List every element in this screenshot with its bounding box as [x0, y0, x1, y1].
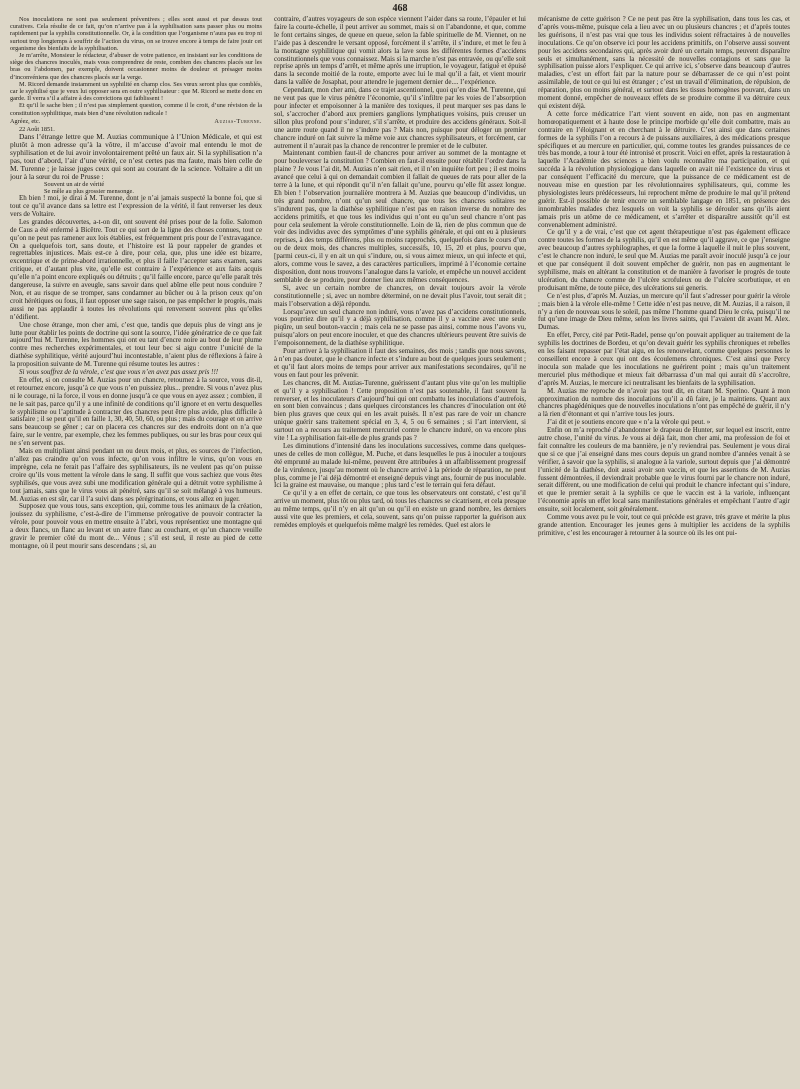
- paragraph: Comme vous avez pu le voir, tout ce qui précède est grave, très grave et mérite la plus grande attention. Encourager les jeunes gens à multiplier les accidens de la syphilis primitive, c’est les encourager à retourner à la source où ils les ont pui-: [538, 513, 790, 537]
- paragraph: Les grandes découvertes, a-t-on dit, ont souvent été prises pour de la folie. Salomon de Caus a été enfermé à Bicêtre. Tout ce qui sort de la ligne des choses connues, tout ce qu’on ne peut pas ramener aux lois établies, est fréquemment pris pour de l’extravagance. On a quelquefois tort, sans doute, et l’histoire est là pour rappeler de grandes et regrettables injustices. Mais est-ce à dire, pour cela, que, plus une idée est bizarre, excentrique et de prime-abord irrationnelle, et plus il faille l’accepter sans examen, sans critique, et d’autant plus vite, qu’elle est contraire à l’expérience et aux faits acquis qu’elle n’a point encore expliqués ou détruits ; qu’il faille encore, parce qu’elle paraît très dangereuse, la suivre en aveugle, sans savoir dans quel abîme elle peut nous conduire ? Non, et au risque de se tromper, sans condamner au bûcher ou à la prison ceux qu’on croit hérétiques ou fous, il faut opposer une sage raison, ne pas empêcher le progrès, mais aussi ne pas applaudir à toutes les révolutions qui renversent souvent plus qu’elles n’édifient.: [10, 217, 262, 321]
- paragraph: M. Ricord demande instamment un syphilité en champ clos. Ses vœux seront plus que comblés, car le syphilisé que je veux lui opposer sera en outre syphilisateur : que M. Ricord se mette donc en garde. Il verra s’il a affaire à des convictions qui faiblissent !: [10, 80, 262, 103]
- page-number: 468: [392, 3, 408, 14]
- paragraph: Eh bien ! moi, je dirai à M. Turenne, dont je n’ai jamais suspecté la bonne foi, que si tout ce qu’il avance dans sa lettre est l’expression de la vérité, il faut renverser les deux vers de Voltaire.: [10, 194, 262, 218]
- paragraph: A cette force médicatrice l’art vient souvent en aide, non pas en augmentant homœopatiquement et à haute dose le principe morbide qu’elle doit combattre, mais au contraire en l’éloignant et en cherchant à le détruire. C’est ainsi que dans certaines formes de la syphilis l’on a recours à de puissans auxiliaires, à des médications presque spécifiques et au mercure en particulier, qui, comme toutes les grandes puissances de ce très bas monde, a tour à tour été intronisé et proscrit. Voici en effet, après la restauration à laquelle l’Académie des sciences a bien voulu reconnaître ma participation, et qui succéda à la révolution physiologique dans laquelle on avait nié l’existence du virus et par conséquent l’efficacité du mercure, que la puissance de ce médicament est de nouveau mise en question par les révolutionnaires syphilisateurs, qui, comme les physiologistes leurs prédécesseurs, lui reprochent même de produire le mal qu’il prétend guérir. Est-il possible de tenir encore un semblable langage en 1851, en présence des innombrables malades chez lesquels on voit la syphilis se dérouler sans qu’ils aient jamais pris un atôme de ce médicament, et s’arrêter et disparaître aussitôt qu’il est convenablement administré.: [538, 109, 790, 229]
- column-3: [538, 16, 790, 1086]
- signature-date: 22 Août 1851.: [19, 126, 55, 134]
- column-2: [274, 16, 526, 1086]
- paragraph: Ce qu’il y a de vrai, c’est que cet agent thérapeutique n’est pas également efficace contre toutes les formes de la syphilis, qu’il en est même qu’il aggrave, ce que j’enseigne avec beaucoup d’autres syphilographes, et que la forme à laquelle il nuit le plus souvent, c’est le chancre non induré, le seul que M. Auzias me paraît avoir inoculé jusqu’à ce jour et que par conséquent il doit souvent empêcher de guérir, non pas en augmentant le syphilisme, mais en altérant la constitution et de manière à favoriser le progrès de toute ulcération, du chancre comme de l’ulcère scrofuleux ou de l’ulcère scorbutique, et en produisant même, de toute pièce, des ulcérations sui generis.: [538, 228, 790, 292]
- paragraph: Les chancres, dit M. Auzias-Turenne, guérissent d’autant plus vite qu’on les multiplie et qu’il y a syphilisation ! Cette proposition n’est pas soutenable, il faut souvent la renverser, et les inoculateurs d’aujourd’hui qui ont combattu les inoculations d’autrefois, en sont bien convaincus ; dans quelques circonstances les chancres d’inoculation ont été bien plus graves que ceux qui en les avait puisés. Il n’est pas rare de voir un chancre unique guérir sans traitement spécial en 3, 4, 5 ou 6 semaines ; si l’art intervient, si surtout on a recours au traitement mercuriel contre le chancre induré, on va encore plus vite ! La syphilisation fait-elle de plus grands pas ?: [274, 378, 526, 443]
- paragraph: J’ai dit et je soutiens encore que « n’a la vérole qui peut. »: [547, 418, 711, 427]
- paragraph: M. Auzias me reproche de n’avoir pas tout dit, en citant M. Sperino. Quant à mon approximation du nombre des inoculations qu’il a dû faire, je la maintiens. Quant aux chancres phagédéniques que de nouvelles inoculations n’ont pas empêché de guérir, il n’y a là rien d’étonnant et qui n’arrive tous les jours.: [538, 386, 790, 419]
- paragraph: Cependant, mon cher ami, dans ce trajet ascentionnel, quoi qu’en dise M. Turenne, qui ne veut pas que le virus pénètre l’économie, qu’il s’infiltre par les voies de l’absorption pour infecter et empoisonner à la manière des toxiques, il peut marquer ses pas dans le sol, s’accrocher d’abord aux premiers ganglions lymphatiques voisins, puis creuser un sillon plus profond pour s’indurer, s’il s’arrête, et produire des accidens généraux. Soit-il une autre route quand il ne s’indure pas ? Mais non, puisque pour déloger un premier chancre induré on fait suivre la même voie aux chancres syphilisateurs, et forcément, car autrement il n’aurait pas la chance de rencontrer le premier et de le culbuter.: [274, 86, 526, 150]
- paragraph: Dans l’étrange lettre que M. Auzias communique à l’Union Médicale, et qui est plutôt à mon adresse qu’à la vôtre, il m’accuse d’avoir mal entendu le mot de syphilisation et de lui avoir involontairement prêté un faux air. Si la syphilisation n’a pas, tout d’abord, l’air d’une vérité, ce n’est certes pas ma faute, mais bien celle de M. Turenne ; je laisse juges ceux qui sont au courant de la science. Voltaire a dit un jour à la sœur du roi de Prusse :: [10, 132, 262, 181]
- paragraph: Je m’arrête, Monsieur le rédacteur, d’abuser de votre patience, en insistant sur les conditions de siège des chancres inoculés, mais vous comprendrez de reste, combien des chancres placés sur les bras ou l’abdomen, par exemple, doivent occasionner moins de douleur et présager moins d’inconvéniens que des chancres placés sur la verge.: [10, 52, 262, 81]
- verse-line: Se mêle au plus grossier mensonge.: [44, 187, 134, 195]
- paragraph: Une chose étrange, mon cher ami, c’est que, tandis que depuis plus de vingt ans je lutte pour établir les points de doctrine qui sont la source, l’idée génératrice de ce que fait aujourd’hui M. Turenne, les hommes qui ont eu tant d’encre noire au bout de leur plume contre mes recherches expérimentales, et tout leur bec si aigu contre l’unicité de la diathèse syphilitique, vérité aujourd’hui incontestable, n’aient plus de réflexions à faire à la proposition suivante de M. Turenne qui résume toutes les autres :: [10, 320, 262, 369]
- paragraph: Ce n’est plus, d’après M. Auzias, un mercure qu’il faut s’adresser pour guérir la vérole ; mais bien à la vérole elle-même ! Cette idée n’est pas neuve, dit M. Auzias, il a raison, il n’y a rien de nouveau sous le soleil, pas même l’homme quand Dieu le créa, puisqu’il ne fut qu’une image de Dieu même, selon les livres saints, qui l’avaient dit avant M. Alex. Dumas.: [538, 291, 790, 332]
- paragraph: Maintenant combien faut-il de chancres pour arriver au sommet de la montagne et pour bouleverser la constitution ? Combien en faut-il ensuite pour rétablir l’ordre dans la plaine ? Je vous l’ai dit, M. Auzias n’en sait rien, et il n’en inquiète fort peu ; il est moins avancé que celui à qui on demandait combien il fallait de queues de rats pour aller de la terre à la lune, et qui répondit qu’il n’en fallait qu’une, pourvu qu’elle fût assez longue. Eh bien ! l’observation journalière montrera à M. Auzias que beaucoup d’individus, un très grand nombre, n’ont qu’un seul chancre, que tous les chancres solitaires ne s’indurent pas, que la diathèse syphilitique n’est pas en raison inverse du nombre des accidens primitifs, et que tous les individus qui n’ont eu qu’un seul chancre n’ont pas pour cela seulement la vérole constitutionnelle. Loin de là, rien de plus commun que de voir des individus avec des symptômes d’une syphilis générale, et qui ont eu à plusieurs reprises, à des temps différens, plus ou moins rapprochés, quelquefois dans le cours d’un ou de deux mois, des chancres multiples, successifs, 10, 15, 20 et plus, pourvu que, [parmi ceux-ci, il y en ait un qui s’indure, ou, si vous aimez mieux, un qui infecte et qui, alors, comme vous le savez, a des caractères particuliers, imprimé à l’économie certaine disposition, dont nous trouvons l’analogue dans la variole, et empêche un nouvel accident semblable de se produire, pour donner lieu aux mêmes conséquences.: [274, 149, 526, 284]
- verse-line: Souvent un air de vérité: [44, 180, 105, 188]
- paragraph: Pour arriver à la syphilisation il faut des semaines, des mois ; tandis que nous savons, à n’en pas douter, que le chancre infecte et s’indure au bout de quelques jours seulement ; et qu’il faut alors moins de temps pour arriver aux manifestations secondaires, qu’il ne vous en faut pour les prévenir.: [274, 347, 526, 379]
- paragraph: Si, avec un certain nombre de chancres, on devait toujours avoir la vérole constitutionnelle ; si, avec un nombre déterminé, on ne devait plus l’avoir, tout serait dit ; mais l’observation a déjà répondu.: [274, 283, 526, 308]
- paragraph: Et qu’il le sache bien ; il n’est pas simplement question, comme il le croit, d’une révision de la constitution syphilitique, mais bien d’une révolution radicale !: [10, 102, 262, 117]
- paragraph: Les diminutions d’intensité dans les inoculations successives, comme dans quelques-unes de celles de mon collègue, M. Puche, et dans lesquelles le pus à inoculer a toujours été emprunté au malade lui-même, peuvent être attribuées à un affaiblissement progressif de la virulence, jusqu’au moment où le chancre arrivé à la période de réparation, ne peut plus, comme je l’ai déjà démontré et enseigné depuis vingt ans, fournir de pus inoculable. Ici la graine est mauvaise, ou manque ; plus tard c’est le terrain qui fera défaut.: [274, 441, 526, 490]
- paragraph: Mais en multipliant ainsi pendant un ou deux mois, et plus, es sources de l’infection, n’allez pas craindre qu’on vous infecte, qu’on vous infiltre le virus, qu’on vous en imprègne, cela ne ferait pas l’affaire des syphilisateurs, ils ne veulent pas qu’on puisse croire qu’ils vous mettent la vérole dans le sang. Il suffit que vous sachiez que vous êtes syphilisés, que vous avez subi une modification générale qui a détruit votre syphilisme à tout jamais, sans que le virus vous ait pénétré, sans qu’il se soit mélangé à vos humeurs. M. Auzias en est sûr, car il l’a suivi dans ses pérégrinations, et vous allez en juger.: [10, 447, 262, 503]
- paragraph: Lorsqu’avec un seul chancre non induré, vous n’avez pas d’accidens constitutionnels, vous pourriez dire qu’il y a déjà syphilisation, comme il y a vaccine avec une seule piqûre, un seul bouton-vaccin ; mais cela ne se passe pas ainsi, comme nous l’avons vu, puisqu’alors on peut encore inoculer, et que des chancres ultérieurs peuvent être suivis de l’empoisonnement, de la diathèse syphilitique.: [274, 307, 526, 348]
- paragraph: Supposez que vous tous, sans exception, qui, comme tous les animaux de la création, jouissez du syphilisme, c’est-à-dire de l’immense prérogative de pouvoir contracter la vérole, pour pouvoir vous en mettre ensuite à l’abri, vous représentiez une montagne qui a deux flancs, un flanc au levant et un autre flanc au couchant, et qu’un chancre veuille gravir le premier côté du mont de... Vénus ; s’il est seul, il reste au pied de cette montagne, où il peut mourir sans descendans ; si, au: [10, 502, 262, 550]
- paragraph-italic-quote: Si vous souffrez de la vérole, c’est que vous n’en avez pas assez pris !!!: [19, 368, 219, 377]
- paragraph: Ce qu’il y a en effet de certain, ce que tous les observateurs ont constaté, c’est qu’il arrive un moment, plus tôt ou plus tard, où tous les chancres se cicatrisent, et cela presque au même temps, qu’il n’y en ait qu’un ou qu’il en existe un grand nombre, les derniers aussi vite que les premiers, et cela, souvent, sans qu’on puisse rapporter la guérison aux remèdes employés et quelquefois même malgré les remèdes. Quel est alors le: [274, 489, 526, 529]
- signature-salutation: Agréez, etc.: [10, 117, 41, 125]
- letter-signature: [10, 118, 262, 125]
- paragraph: En effet, Percy, cité par Petit-Radel, pense qu’on pouvait appliquer au traitement de la syphilis les doctrines de Bordeu, et qu’on devait guérir les syphilis chroniques et rebelles en les faisant repasser par l’état aigu, en les renouvelant, comme quelques personnes le conseillent encore à ceux qui ont des écoulemens chroniques. C’est ainsi que Percy inocula son malade que les inoculations ne guérirent point ; mais qu’un traitement mercuriel plus méthodique et mieux fait débarrassa d’un mal qui aurait dû s’accroître, d’après M. Auzias, le mercure ici neutralisant les bienfaits de la syphilisation.: [538, 331, 790, 387]
- paragraph: mécanisme de cette guérison ? Ce ne peut pas être la syphilisation, dans tous les cas, et d’après vous-même, puisque cela a lieu avec un ou plusieurs chancres ; et d’après toutes les guérisons, il n’est pas vrai que tous les individus soient réfractaires à de nouvelles inoculations. Ce qu’on observe ici pour les accidens primitifs, on l’observe aussi souvent pour les accidens secondaires qui, après avoir duré un certain temps, peuvent disparaître seuls et simultanément, sans la nécessité de nouvelles contagions et sans que la syphilisation puisse alors l’expliquer. Ce qui arrive ici, s’observe dans beaucoup d’autres maladies, c’est un effort fait par la nature pour se débarrasser de ce qui n’est point assimilable, de tout ce qui lui est étranger ; c’est un travail d’élimination, de répulsion, de réparation, plus ou moins général, et surtout dans les tissus homogènes pouvant, dans un moment donné, empêcher de nouveaux effets de se produire comme il va détruire ceux qui existent déjà.: [538, 16, 790, 110]
- paragraph: contraire, d’autres voyageurs de son espèce viennent l’aider dans sa route, l’épauler et lui faire la courte-échelle, il peut arriver au sommet, mais si on l’abandonne, et que, comme le font certains singes, de queue en queue, selon la fable spirituelle de M. Viennet, on ne l’aide pas à descendre le versant opposé, forcément il s’arrête, il s’indure, et met le feu à la montagne syphilitique qui vomit alors la lave sous les différentes formes d’accidens constitutionnels que vous connaissez. Mais si la marche n’est pas entravée, ou qu’elle soit reprise après un temps d’arrêt, et même après une irruption, le voyageur, fatigué et épuisé dans la seconde moitié de la route, emporte avec lui le mal qu’il a fait, et vient mourir dans la vallée de Josaphat, pour attendre le jugement dernier de.... l’expérience.: [274, 16, 526, 87]
- column-1: [10, 16, 262, 1086]
- paragraph: Enfin on m’a reproché d’abandonner le drapeau de Hunter, sur lequel est inscrit, entre autre chose, l’unité du virus. Je vous ai déjà fait, mon cher ami, ma profession de foi et fait connaître les couleurs de ma bannière, je n’y reviendrai pas. Seulement je vous dirai que si ce que j’ai enseigné dans mes cours depuis un grand nombre d’années venait à se vérifier, à savoir que la syphilis, si analogue à la variole, surtout depuis que j’ai démontré l’unicité de la diathèse, doit aussi avoir son vaccin, et que les assertions de M. Auzias fussent démontrées, il deviendrait probable que le virus fourni par le chancre non induré, serait différent, ou une modification de celui qui produit le chancre infectant qui s’indure, et que le premier serait à la syphilis ce que le vaccin est à la variole, influençant l’économie après un effet local sans manifestations générales et empêchant l’autre d’agir ensuite, soit localement, soit généralement.: [538, 426, 790, 514]
- paragraph: En effet, si on consulte M. Auzias pour un chancre, retournez à la source, vous dit-il, et retournez encore, jusqu’à ce que vous n’en puissiez plus... prendre. Si vous n’avez plus ni le courage, ni la force, il vous en donne jusqu’à ce que vous en ayez assez ; combien, il ne le sait pas, parce qu’il y a une infinité de conditions qu’il ignore et en vertu desquelles le syphilisme ou l’aptitude à contracter des chancres peut être plus avide, plus difficile à satisfaire ; il se peut qu’il en faille 1, 30, 40, 50, 60, ou plus ; mais du courage et on arrive sans beaucoup se gêner ; car on placera ces chancres sur des endroits dont on n’a que faire, sur le ventre, par exemple, chez les femmes publiques, ou sur les bras pour ceux qui ne s’en servent pas.: [10, 375, 262, 448]
- text-columns: [10, 16, 790, 1086]
- paragraph: Nos inoculations ne sont pas seulement préventives ; elles sont aussi et par dessus tout curatives. Cela résulte de ce fait, qu’on n’arrive pas à la syphilisation sans passer plus ou moins rapidement par la syphilis constitutionnelle. Or, à la condition que l’organisme n’aura pas eu trop ni surtout trop longtemps à souffrir de l’action du virus, on se trouve encore à temps de faire jouir cet organisme des bienfaits de la syphilisation.: [10, 16, 262, 52]
- signature-author: Auzias-Turenne.: [214, 117, 262, 125]
